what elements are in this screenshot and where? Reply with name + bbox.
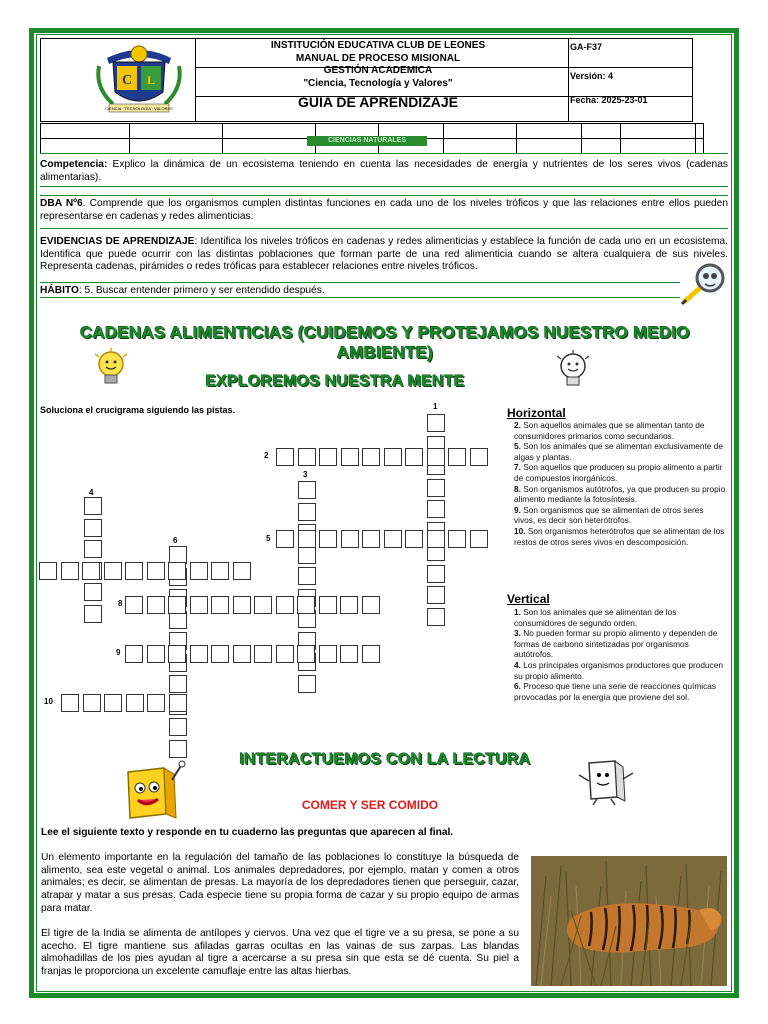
divider bbox=[40, 282, 680, 283]
subject-label: CIENCIAS NATURALES bbox=[307, 136, 427, 146]
crossword-cell[interactable] bbox=[427, 448, 445, 466]
crossword-instruction: Soluciona el crucigrama siguiendo las pistas. bbox=[40, 405, 236, 415]
crossword-cell[interactable] bbox=[168, 645, 186, 663]
crossword-cell[interactable] bbox=[341, 530, 359, 548]
crossword-cell[interactable] bbox=[168, 596, 186, 614]
crossword-cell[interactable] bbox=[298, 503, 316, 521]
crossword-cell[interactable] bbox=[427, 586, 445, 604]
reading-instruction: Lee el siguiente texto y responde en tu cuaderno las preguntas que aparecen al final. bbox=[41, 827, 454, 838]
divider bbox=[40, 228, 728, 229]
svg-text:C: C bbox=[121, 73, 133, 88]
crossword-cell[interactable] bbox=[125, 596, 143, 614]
crossword-cell[interactable] bbox=[427, 414, 445, 432]
crossword-cell[interactable] bbox=[84, 519, 102, 537]
crossword-cell[interactable] bbox=[448, 530, 466, 548]
crossword-cell[interactable] bbox=[147, 596, 165, 614]
crossword-cell[interactable] bbox=[427, 479, 445, 497]
crossword-cell[interactable] bbox=[125, 562, 143, 580]
lightbulb-outline-icon bbox=[555, 350, 591, 392]
habito-section: HÁBITO: 5. Buscar entender primero y ser entendido después. bbox=[40, 285, 325, 296]
crossword-cell[interactable] bbox=[61, 694, 79, 712]
crossword-cell[interactable] bbox=[254, 596, 272, 614]
crossword-number: 8 bbox=[118, 599, 123, 608]
crossword-cell[interactable] bbox=[211, 562, 229, 580]
crossword-cell[interactable] bbox=[448, 448, 466, 466]
crossword-number: 9 bbox=[116, 648, 121, 657]
crossword-cell[interactable] bbox=[427, 530, 445, 548]
crossword-cell[interactable] bbox=[190, 596, 208, 614]
interact-title: INTERACTUEMOS CON LA LECTURA bbox=[239, 751, 531, 768]
crossword-cell[interactable] bbox=[297, 645, 315, 663]
crossword-cell[interactable] bbox=[169, 675, 187, 693]
divider bbox=[40, 297, 680, 298]
crossword-cell[interactable] bbox=[319, 448, 337, 466]
crossword-cell[interactable] bbox=[190, 645, 208, 663]
doc-code: GA-F37 bbox=[570, 42, 603, 52]
crossword-cell[interactable] bbox=[340, 645, 358, 663]
reading-paragraph-2: El tigre de la India se alimenta de antílopes y ciervos. Una vez que el tigre ve a su presa, se pone a su acecho. El tigre mantiene sus afiladas garras ocultas en las vainas de sus zarpas. Las blandas almohadillas de los pies ayudan al tigre a acercarse a su presa sin que esta se dé cuenta. Su piel a franjas le proporciona un excelente camuflaje entre las altas hierbas. bbox=[41, 928, 519, 978]
crossword-cell[interactable] bbox=[211, 645, 229, 663]
svg-text:CIENCIA · TECNOLOGÍA · VALORES: CIENCIA · TECNOLOGÍA · VALORES bbox=[105, 106, 173, 111]
crossword-cell[interactable] bbox=[169, 740, 187, 758]
crossword-cell[interactable] bbox=[405, 448, 423, 466]
crossword-cell[interactable] bbox=[169, 694, 187, 712]
crossword-cell[interactable] bbox=[84, 605, 102, 623]
crossword-cell[interactable] bbox=[341, 448, 359, 466]
crossword-cell[interactable] bbox=[190, 562, 208, 580]
crossword-cell[interactable] bbox=[233, 596, 251, 614]
explore-title: EXPLOREMOS NUESTRA MENTE bbox=[205, 373, 465, 390]
crossword-cell[interactable] bbox=[362, 448, 380, 466]
crossword-cell[interactable] bbox=[384, 530, 402, 548]
reading-paragraph-1: Un elemento importante en la regulación del tamaño de las poblaciones lo constituye la búsqueda de alimento, sea este vegetal o animal. Los animales depredadores, por ejemplo, matan y comen a otros animales; es decir, se alimentan de presas. La mayoría de los depredadores tienen que perseguir, cazar, atrapar y matar a sus presas. Cada especie tiene su propia forma de cazar y su propio equipo de armas para matar. bbox=[41, 852, 519, 914]
crossword-cell[interactable] bbox=[427, 565, 445, 583]
crossword-cell[interactable] bbox=[84, 497, 102, 515]
crossword-cell[interactable] bbox=[83, 694, 101, 712]
crossword-cell[interactable] bbox=[276, 596, 294, 614]
crossword-cell[interactable] bbox=[298, 481, 316, 499]
crossword-cell[interactable] bbox=[147, 694, 165, 712]
crossword-cell[interactable] bbox=[297, 596, 315, 614]
crossword-cell[interactable] bbox=[298, 546, 316, 564]
crossword-number: 3 bbox=[303, 470, 308, 479]
crossword-number: 10 bbox=[44, 697, 53, 706]
horizontal-clues: 2. Son aquellos animales que se alimentan tanto de consumidores primarios como secundarios. 5. Son los animales que se alimentan exclusivamente de algas y plantas. 7. Son aquellos que producen su propio alimento a partir de compuestos inorgánicos. 8. Son organismos autótrofos, ya que producen su propio alimento mediante la fotosíntesis. 9. Son organismos que se alimentan de otros seres vivos, es decir son heterótrofos. 10. Son organismos heterótrofos que se alimentan de los restos de otros seres vivos en descomposición. bbox=[514, 420, 726, 547]
book-character-icon bbox=[575, 757, 635, 807]
doc-date: Fecha: 2025-23-01 bbox=[570, 95, 648, 105]
lightbulb-icon bbox=[93, 348, 129, 390]
crossword-cell[interactable] bbox=[276, 645, 294, 663]
crossword-cell[interactable] bbox=[126, 694, 144, 712]
vertical-clues: 1. Son los animales que se alimentan de los consumidores de segundo orden. 3. No pueden formar su propio alimento y dependen de formas de carbono sintetizadas por organismos autótrofos. 4. Los principales organismos productores que producen su propio alimento. 6. Proceso que tiene una serie de reacciones químicas provocadas por la energía que proviene del sol. bbox=[514, 607, 723, 702]
crossword-cell[interactable] bbox=[169, 718, 187, 736]
institution-heading: INSTITUCIÓN EDUCATIVA CLUB DE LEONES MANUAL DE PROCESO MISIONAL GESTIÓN ACADEMICA "Ciencia, Tecnología y Valores" bbox=[270, 40, 486, 89]
school-logo bbox=[95, 44, 183, 116]
crossword-cell[interactable] bbox=[362, 530, 380, 548]
crossword-cell[interactable] bbox=[84, 583, 102, 601]
crossword-cell[interactable] bbox=[298, 448, 316, 466]
crossword-cell[interactable] bbox=[125, 645, 143, 663]
crossword-cell[interactable] bbox=[319, 530, 337, 548]
crossword-number: 2 bbox=[264, 451, 269, 460]
horizontal-heading: Horizontal bbox=[507, 406, 566, 420]
magnifier-pencil-icon bbox=[680, 258, 730, 306]
crossword-cell[interactable] bbox=[340, 596, 358, 614]
guide-title: GUIA DE APRENDIZAJE bbox=[298, 94, 458, 110]
divider bbox=[40, 153, 728, 154]
crossword-cell[interactable] bbox=[104, 694, 122, 712]
doc-version: Versión: 4 bbox=[570, 71, 614, 81]
svg-text:L: L bbox=[146, 73, 156, 87]
happy-book-icon bbox=[120, 760, 190, 822]
crossword-cell[interactable] bbox=[384, 448, 402, 466]
crossword-cell[interactable] bbox=[233, 562, 251, 580]
crossword-number: 5 bbox=[266, 534, 271, 543]
crossword-number: 4 bbox=[89, 488, 94, 497]
crossword-cell[interactable] bbox=[61, 562, 79, 580]
crossword-cell[interactable] bbox=[233, 645, 251, 663]
crossword-cell[interactable] bbox=[319, 645, 337, 663]
main-title: CADENAS ALIMENTICIAS (CUIDEMOS Y PROTEJAMOS NUESTRO MEDIO AMBIENTE) bbox=[80, 323, 690, 362]
crossword-cell[interactable] bbox=[298, 530, 316, 548]
crossword-cell[interactable] bbox=[319, 596, 337, 614]
evidencias-section: EVIDENCIAS DE APRENDIZAJE: Identifica los niveles tróficos en cadenas y redes alimenticias y establece la función de cada uno en un ecosistema. Identifica que puede ocurrir con las distintas poblaciones que forman parte de una red alimenticia cuando se altera cualquiera de sus niveles. Representa cadenas, pirámides o redes tróficas para establecer relaciones entre niveles tróficos. bbox=[40, 236, 729, 272]
divider bbox=[40, 195, 728, 196]
competencia-section: Competencia: Explico la dinámica de un ecosistema teniendo en cuenta las necesidades de energía y nutrientes de los seres vivos (cadenas alimentarias). bbox=[40, 159, 728, 183]
crossword-cell[interactable] bbox=[104, 562, 122, 580]
crossword-cell[interactable] bbox=[147, 562, 165, 580]
crossword-cell[interactable] bbox=[470, 448, 488, 466]
crossword-number: 1 bbox=[433, 402, 438, 411]
crossword-cell[interactable] bbox=[147, 645, 165, 663]
crossword-cell[interactable] bbox=[276, 448, 294, 466]
crossword-cell[interactable] bbox=[298, 567, 316, 585]
crossword-cell[interactable] bbox=[362, 645, 380, 663]
crossword-cell[interactable] bbox=[168, 562, 186, 580]
crossword-cell[interactable] bbox=[405, 530, 423, 548]
divider bbox=[40, 186, 728, 187]
crossword-cell[interactable] bbox=[298, 675, 316, 693]
vertical-heading: Vertical bbox=[507, 592, 550, 606]
crossword-cell[interactable] bbox=[84, 540, 102, 558]
crossword-cell[interactable] bbox=[211, 596, 229, 614]
crossword-cell[interactable] bbox=[470, 530, 488, 548]
crossword-cell[interactable] bbox=[276, 530, 294, 548]
crossword-cell[interactable] bbox=[254, 645, 272, 663]
crossword-number: 6 bbox=[173, 536, 178, 545]
crossword-cell[interactable] bbox=[427, 500, 445, 518]
tiger-photo bbox=[531, 856, 727, 986]
crossword-cell[interactable] bbox=[427, 608, 445, 626]
dba-section: DBA Nº6. Comprende que los organismos cumplen distintas funciones en cada uno de los niveles tróficos y que las relaciones entre ellos pueden representarse en cadenas y redes alimenticias. bbox=[40, 198, 728, 222]
crossword-cell[interactable] bbox=[362, 596, 380, 614]
crossword-cell[interactable] bbox=[82, 562, 100, 580]
crossword-cell[interactable] bbox=[39, 562, 57, 580]
reading-title: COMER Y SER COMIDO bbox=[301, 798, 439, 812]
